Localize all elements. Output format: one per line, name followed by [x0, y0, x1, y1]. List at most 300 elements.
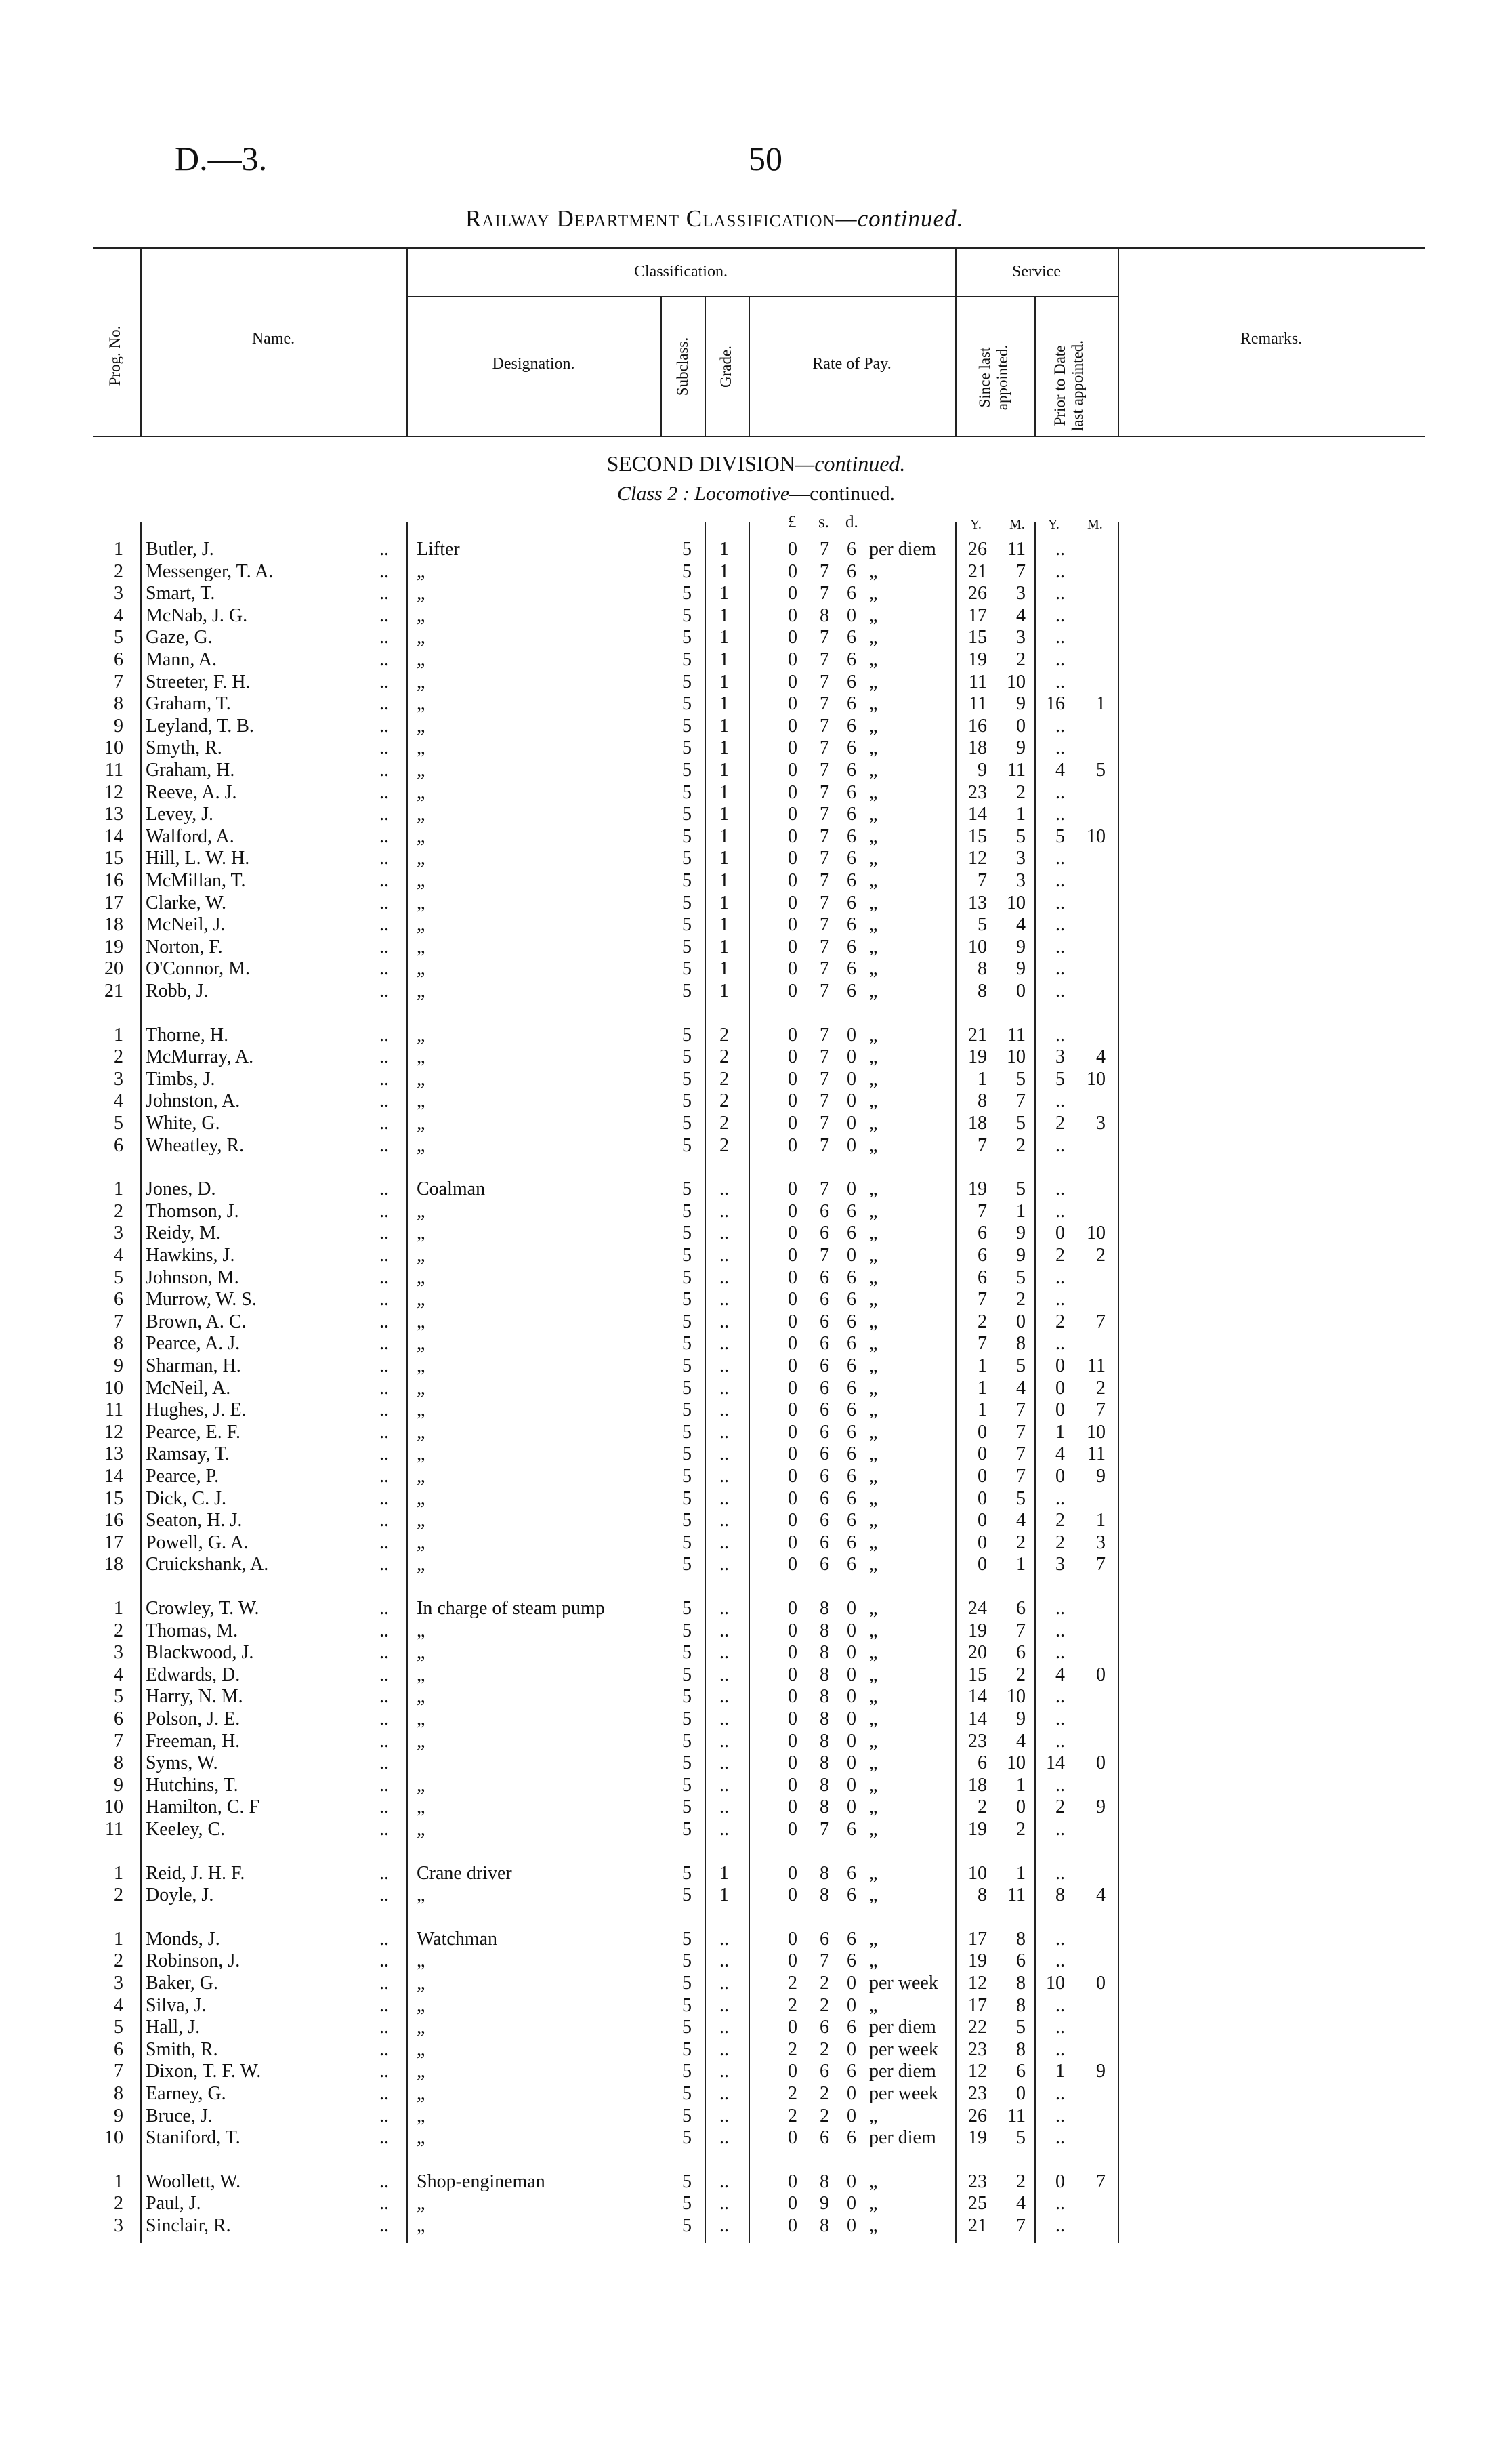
subclass: 5 — [682, 2105, 692, 2126]
grade: .. — [719, 1664, 729, 1685]
pay-period: „ — [869, 1950, 878, 1971]
pay-shillings: 8 — [820, 1686, 829, 1707]
prior-years: 10 — [1046, 1973, 1065, 1994]
service-years: 8 — [978, 981, 987, 1002]
pay-shillings: 8 — [820, 1775, 829, 1796]
grade: .. — [719, 1510, 729, 1531]
grade: .. — [719, 2193, 729, 2214]
subclass: 5 — [682, 1929, 692, 1950]
service-years: 18 — [968, 1775, 987, 1796]
pay-period: „ — [869, 1025, 878, 1046]
unit-months: M. — [1009, 517, 1025, 532]
employee-name: Woollett, W. — [146, 2171, 241, 2192]
employee-name: Jones, D. — [146, 1178, 216, 1199]
pay-period: „ — [869, 1399, 878, 1420]
table-row — [0, 1201, 1512, 1223]
employee-name: Smart, T. — [146, 583, 215, 604]
designation: Shop-engineman — [417, 2171, 545, 2192]
subclass: 5 — [682, 2039, 692, 2060]
service-years: 21 — [968, 1025, 987, 1046]
employee-name: Mann, A. — [146, 649, 217, 670]
table-row — [0, 1708, 1512, 1731]
leader-dots: .. — [379, 1333, 389, 1354]
service-years: 1 — [978, 1355, 987, 1376]
leader-dots: .. — [379, 1113, 389, 1134]
row-number: 1 — [114, 1598, 123, 1619]
table-row — [0, 1731, 1512, 1753]
service-years: 5 — [978, 914, 987, 935]
pay-period: „ — [869, 981, 878, 1002]
employee-name: Earney, G. — [146, 2083, 226, 2104]
employee-name: Gaze, G. — [146, 627, 213, 648]
pay-pounds: 0 — [788, 583, 797, 604]
subclass: 5 — [682, 649, 692, 670]
grade: 2 — [719, 1113, 729, 1134]
subclass: 5 — [682, 782, 692, 803]
leader-dots: .. — [379, 1664, 389, 1685]
row-number: 6 — [114, 2039, 123, 2060]
prior-years: 0 — [1055, 1222, 1065, 1243]
row-number: 15 — [104, 1488, 123, 1509]
pay-pence: 6 — [847, 1488, 856, 1509]
designation: „ — [417, 1708, 425, 1729]
pay-shillings: 7 — [820, 937, 829, 958]
row-number: 16 — [104, 1510, 123, 1531]
pay-pounds: 0 — [788, 937, 797, 958]
row-number: 7 — [114, 672, 123, 693]
designation: „ — [417, 1245, 425, 1266]
grade: .. — [719, 1245, 729, 1266]
service-months: 2 — [1016, 2171, 1026, 2192]
pay-pounds: 0 — [788, 1532, 797, 1553]
pay-pounds: 0 — [788, 1113, 797, 1134]
pay-pence: 6 — [847, 539, 856, 560]
pay-pounds: 0 — [788, 1333, 797, 1354]
prior-months: 5 — [1096, 760, 1106, 781]
designation: „ — [417, 826, 425, 847]
designation: „ — [417, 693, 425, 714]
leader-dots: .. — [379, 1554, 389, 1575]
pay-pence: 0 — [847, 1025, 856, 1046]
grade: .. — [719, 1289, 729, 1310]
subclass: 5 — [682, 1510, 692, 1531]
service-months: 7 — [1016, 561, 1026, 582]
service-years: 19 — [968, 1178, 987, 1199]
prior-years: .. — [1055, 2083, 1065, 2104]
pay-pence: 6 — [847, 1532, 856, 1553]
pay-shillings: 7 — [820, 1069, 829, 1090]
leader-dots: .. — [379, 1046, 389, 1067]
leader-dots: .. — [379, 1222, 389, 1243]
subclass: 5 — [682, 1863, 692, 1884]
service-years: 26 — [968, 539, 987, 560]
subclass: 5 — [682, 870, 692, 891]
grade: 2 — [719, 1046, 729, 1067]
subclass: 5 — [682, 1885, 692, 1906]
row-number: 11 — [105, 1819, 123, 1840]
subclass: 5 — [682, 1399, 692, 1420]
pay-period: „ — [869, 2105, 878, 2126]
designation: „ — [417, 1333, 425, 1354]
pay-period: „ — [869, 1135, 878, 1156]
grade: .. — [719, 1819, 729, 1840]
table-row — [0, 1422, 1512, 1444]
pay-pence: 6 — [847, 1554, 856, 1575]
service-years: 21 — [968, 561, 987, 582]
prior-years: 0 — [1055, 1466, 1065, 1487]
pay-pence: 6 — [847, 1885, 856, 1906]
pay-shillings: 2 — [820, 1973, 829, 1994]
employee-name: Hall, J. — [146, 2017, 201, 2038]
service-years: 14 — [968, 804, 987, 825]
pay-pounds: 0 — [788, 716, 797, 737]
pay-pounds: 2 — [788, 2105, 797, 2126]
pay-shillings: 7 — [820, 1025, 829, 1046]
employee-name: Pearce, P. — [146, 1466, 219, 1487]
pay-shillings: 6 — [820, 1267, 829, 1288]
designation: „ — [417, 1488, 425, 1509]
pay-pounds: 0 — [788, 1642, 797, 1663]
pay-pounds: 2 — [788, 1995, 797, 2016]
prior-years: .. — [1055, 1025, 1065, 1046]
table-row — [0, 848, 1512, 870]
service-months: 7 — [1016, 1620, 1026, 1641]
designation: „ — [417, 1796, 425, 1817]
pay-shillings: 7 — [820, 627, 829, 648]
row-number: 1 — [114, 1178, 123, 1199]
row-number: 2 — [114, 2193, 123, 2214]
service-years: 15 — [968, 1664, 987, 1685]
pay-shillings: 8 — [820, 1796, 829, 1817]
employee-name: Doyle, J. — [146, 1885, 214, 1906]
pay-pounds: 0 — [788, 1289, 797, 1310]
employee-name: Brown, A. C. — [146, 1311, 247, 1332]
pay-period: „ — [869, 1598, 878, 1619]
header-prog-no: Prog. No. — [106, 325, 123, 386]
title-continued: —continued. — [835, 205, 964, 232]
pay-shillings: 6 — [820, 2061, 829, 2082]
prior-years: 4 — [1055, 1443, 1065, 1464]
leader-dots: .. — [379, 937, 389, 958]
service-years: 18 — [968, 1113, 987, 1134]
prior-years: 0 — [1055, 1399, 1065, 1420]
subclass: 5 — [682, 826, 692, 847]
prior-years: .. — [1055, 1775, 1065, 1796]
employee-name: Streeter, F. H. — [146, 672, 251, 693]
service-years: 2 — [978, 1311, 987, 1332]
prior-months: 0 — [1096, 1752, 1106, 1773]
pay-pounds: 0 — [788, 1620, 797, 1641]
grade: .. — [719, 2171, 729, 2192]
employee-name: Johnson, M. — [146, 1267, 239, 1288]
pay-pence: 6 — [847, 737, 856, 758]
grade: .. — [719, 1752, 729, 1773]
prior-years: .. — [1055, 782, 1065, 803]
table-row — [0, 782, 1512, 804]
table-row — [0, 1554, 1512, 1576]
prior-years: .. — [1055, 2215, 1065, 2236]
grade: .. — [719, 1686, 729, 1707]
grade: .. — [719, 1708, 729, 1729]
pay-period: „ — [869, 1245, 878, 1266]
pay-shillings: 7 — [820, 716, 829, 737]
prior-years: .. — [1055, 1863, 1065, 1884]
pay-pence: 0 — [847, 1731, 856, 1752]
grade: .. — [719, 1731, 729, 1752]
prior-years: .. — [1055, 1819, 1065, 1840]
pay-pounds: 0 — [788, 2215, 797, 2236]
service-years: 7 — [978, 870, 987, 891]
pay-period: „ — [869, 848, 878, 869]
row-number: 8 — [114, 1333, 123, 1354]
pay-pence: 6 — [847, 1311, 856, 1332]
leader-dots: .. — [379, 2193, 389, 2214]
grade: .. — [719, 1775, 729, 1796]
subclass: 5 — [682, 672, 692, 693]
grade: .. — [719, 2215, 729, 2236]
prior-years: .. — [1055, 1201, 1065, 1222]
prior-years: 5 — [1055, 1069, 1065, 1090]
grade: 1 — [719, 649, 729, 670]
pay-shillings: 7 — [820, 649, 829, 670]
designation: „ — [417, 1731, 425, 1752]
leader-dots: .. — [379, 605, 389, 626]
row-number: 4 — [114, 1995, 123, 2016]
header-prior-to-date: Prior to Date last appointed. — [1051, 339, 1086, 432]
employee-name: McNab, J. G. — [146, 605, 248, 626]
row-number: 2 — [114, 1620, 123, 1641]
pay-shillings: 7 — [820, 561, 829, 582]
designation: Watchman — [417, 1929, 498, 1950]
prior-years: 3 — [1055, 1046, 1065, 1067]
service-months: 11 — [1007, 760, 1026, 781]
row-number: 10 — [104, 737, 123, 758]
service-months: 9 — [1016, 1245, 1026, 1266]
employee-name: Syms, W. — [146, 1752, 218, 1773]
pay-pence: 6 — [847, 1201, 856, 1222]
leader-dots: .. — [379, 870, 389, 891]
leader-dots: .. — [379, 716, 389, 737]
employee-name: Graham, H. — [146, 760, 235, 781]
grade: .. — [719, 1642, 729, 1663]
subclass: 5 — [682, 1069, 692, 1090]
leader-dots: .. — [379, 583, 389, 604]
leader-dots: .. — [379, 1863, 389, 1884]
service-years: 26 — [968, 583, 987, 604]
service-months: 10 — [1007, 672, 1026, 693]
class-name: Class 2 : Locomotive — [617, 482, 790, 505]
leader-dots: .. — [379, 848, 389, 869]
table-row — [0, 1333, 1512, 1355]
pay-pence: 0 — [847, 2039, 856, 2060]
pay-period: „ — [869, 804, 878, 825]
table-row — [0, 2039, 1512, 2061]
prior-years: .. — [1055, 627, 1065, 648]
row-number: 5 — [114, 1686, 123, 1707]
pay-period: „ — [869, 561, 878, 582]
subclass: 5 — [682, 1135, 692, 1156]
leader-dots: .. — [379, 2215, 389, 2236]
grade: 1 — [719, 737, 729, 758]
pay-pence: 0 — [847, 1686, 856, 1707]
prior-months: 9 — [1096, 1466, 1106, 1487]
designation: „ — [417, 1775, 425, 1796]
employee-name: McNeil, J. — [146, 914, 226, 935]
pay-pounds: 2 — [788, 2039, 797, 2060]
service-months: 5 — [1016, 1069, 1026, 1090]
employee-name: Pearce, A. J. — [146, 1333, 240, 1354]
pay-pounds: 0 — [788, 649, 797, 670]
service-years: 1 — [978, 1399, 987, 1420]
grade: 1 — [719, 672, 729, 693]
prior-years: 0 — [1055, 2171, 1065, 2192]
pay-pence: 0 — [847, 2105, 856, 2126]
employee-name: Staniford, T. — [146, 2127, 240, 2148]
header-rate-of-pay: Rate of Pay. — [812, 355, 891, 373]
pay-shillings: 6 — [820, 1554, 829, 1575]
pay-pounds: 0 — [788, 2193, 797, 2214]
prior-years: .. — [1055, 870, 1065, 891]
pay-pounds: 0 — [788, 1686, 797, 1707]
pay-shillings: 7 — [820, 1950, 829, 1971]
pay-pence: 6 — [847, 981, 856, 1002]
prior-years: .. — [1055, 2193, 1065, 2214]
subclass: 5 — [682, 1046, 692, 1067]
pay-pence: 0 — [847, 1046, 856, 1067]
table-row — [0, 1929, 1512, 1951]
prior-years: .. — [1055, 605, 1065, 626]
service-months: 4 — [1016, 1731, 1026, 1752]
pay-period: „ — [869, 1929, 878, 1950]
employee-name: Silva, J. — [146, 1995, 207, 2016]
employee-name: Reidy, M. — [146, 1222, 221, 1243]
leader-dots: .. — [379, 2171, 389, 2192]
leader-dots: .. — [379, 2017, 389, 2038]
designation: „ — [417, 804, 425, 825]
pay-period: „ — [869, 1378, 878, 1399]
prior-years: 4 — [1055, 1664, 1065, 1685]
service-months: 9 — [1016, 1708, 1026, 1729]
pay-period: „ — [869, 1178, 878, 1199]
designation: „ — [417, 1995, 425, 2016]
table-row — [0, 1995, 1512, 2017]
employee-name: Wheatley, R. — [146, 1135, 245, 1156]
pay-pounds: 0 — [788, 1950, 797, 1971]
pay-shillings: 8 — [820, 2171, 829, 2192]
leader-dots: .. — [379, 1819, 389, 1840]
service-months: 10 — [1007, 1686, 1026, 1707]
employee-name: Seaton, H. J. — [146, 1510, 243, 1531]
pay-shillings: 7 — [820, 958, 829, 979]
pay-shillings: 6 — [820, 1466, 829, 1487]
employee-name: McMurray, A. — [146, 1046, 254, 1067]
grade: 1 — [719, 937, 729, 958]
service-months: 6 — [1016, 2061, 1026, 2082]
pay-pence: 6 — [847, 1267, 856, 1288]
prior-years: .. — [1055, 1135, 1065, 1156]
pay-pence: 6 — [847, 914, 856, 935]
row-number: 5 — [114, 1267, 123, 1288]
employee-name: Hill, L. W. H. — [146, 848, 250, 869]
service-years: 10 — [968, 937, 987, 958]
service-months: 5 — [1016, 1488, 1026, 1509]
designation: „ — [417, 1686, 425, 1707]
pay-pounds: 0 — [788, 1222, 797, 1243]
table-row — [0, 1443, 1512, 1466]
table-row — [0, 1113, 1512, 1135]
subclass: 5 — [682, 1620, 692, 1641]
grade: 2 — [719, 1090, 729, 1111]
pay-shillings: 6 — [820, 2127, 829, 2148]
employee-name: Edwards, D. — [146, 1664, 240, 1685]
leader-dots: .. — [379, 1995, 389, 2016]
grade: 1 — [719, 716, 729, 737]
pay-pounds: 0 — [788, 1819, 797, 1840]
pay-pounds: 0 — [788, 1245, 797, 1266]
employee-name: Dixon, T. F. W. — [146, 2061, 261, 2082]
unit-years: Y. — [970, 517, 982, 532]
pay-period: „ — [869, 1532, 878, 1553]
service-months: 4 — [1016, 1510, 1026, 1531]
pay-pence: 0 — [847, 1775, 856, 1796]
table-row — [0, 1510, 1512, 1532]
leader-dots: .. — [379, 1488, 389, 1509]
grade: .. — [719, 1378, 729, 1399]
prior-years: .. — [1055, 649, 1065, 670]
employee-name: Blackwood, J. — [146, 1642, 254, 1663]
pay-pounds: 0 — [788, 1422, 797, 1443]
leader-dots: .. — [379, 1267, 389, 1288]
grade: .. — [719, 1178, 729, 1199]
service-months: 8 — [1016, 1929, 1026, 1950]
service-months: 3 — [1016, 583, 1026, 604]
service-years: 14 — [968, 1686, 987, 1707]
leader-dots: .. — [379, 1135, 389, 1156]
row-number: 4 — [114, 1090, 123, 1111]
employee-name: Monds, J. — [146, 1929, 220, 1950]
employee-name: Pearce, E. F. — [146, 1422, 241, 1443]
pay-pence: 6 — [847, 870, 856, 891]
prior-months: 1 — [1096, 1510, 1106, 1531]
table-row — [0, 1046, 1512, 1069]
row-number: 6 — [114, 1289, 123, 1310]
service-months: 4 — [1016, 2193, 1026, 2214]
header-since-last-appointed: Since last appointed. — [976, 344, 1011, 411]
pay-pence: 6 — [847, 583, 856, 604]
pay-shillings: 2 — [820, 1995, 829, 2016]
prior-years: 16 — [1046, 693, 1065, 714]
prior-months: 3 — [1096, 1113, 1106, 1134]
pay-pence: 6 — [847, 1399, 856, 1420]
pay-shillings: 7 — [820, 848, 829, 869]
employee-name: McMillan, T. — [146, 870, 246, 891]
subclass: 5 — [682, 716, 692, 737]
grade: 1 — [719, 1863, 729, 1884]
subclass: 5 — [682, 1178, 692, 1199]
pay-pounds: 0 — [788, 892, 797, 913]
service-years: 1 — [978, 1069, 987, 1090]
pay-pounds: 0 — [788, 1311, 797, 1332]
leader-dots: .. — [379, 737, 389, 758]
grade: 1 — [719, 826, 729, 847]
table-row — [0, 1664, 1512, 1687]
service-years: 19 — [968, 1819, 987, 1840]
row-number: 4 — [114, 605, 123, 626]
pay-pounds: 0 — [788, 1796, 797, 1817]
service-years: 16 — [968, 716, 987, 737]
subclass: 5 — [682, 1642, 692, 1663]
grade: 1 — [719, 804, 729, 825]
